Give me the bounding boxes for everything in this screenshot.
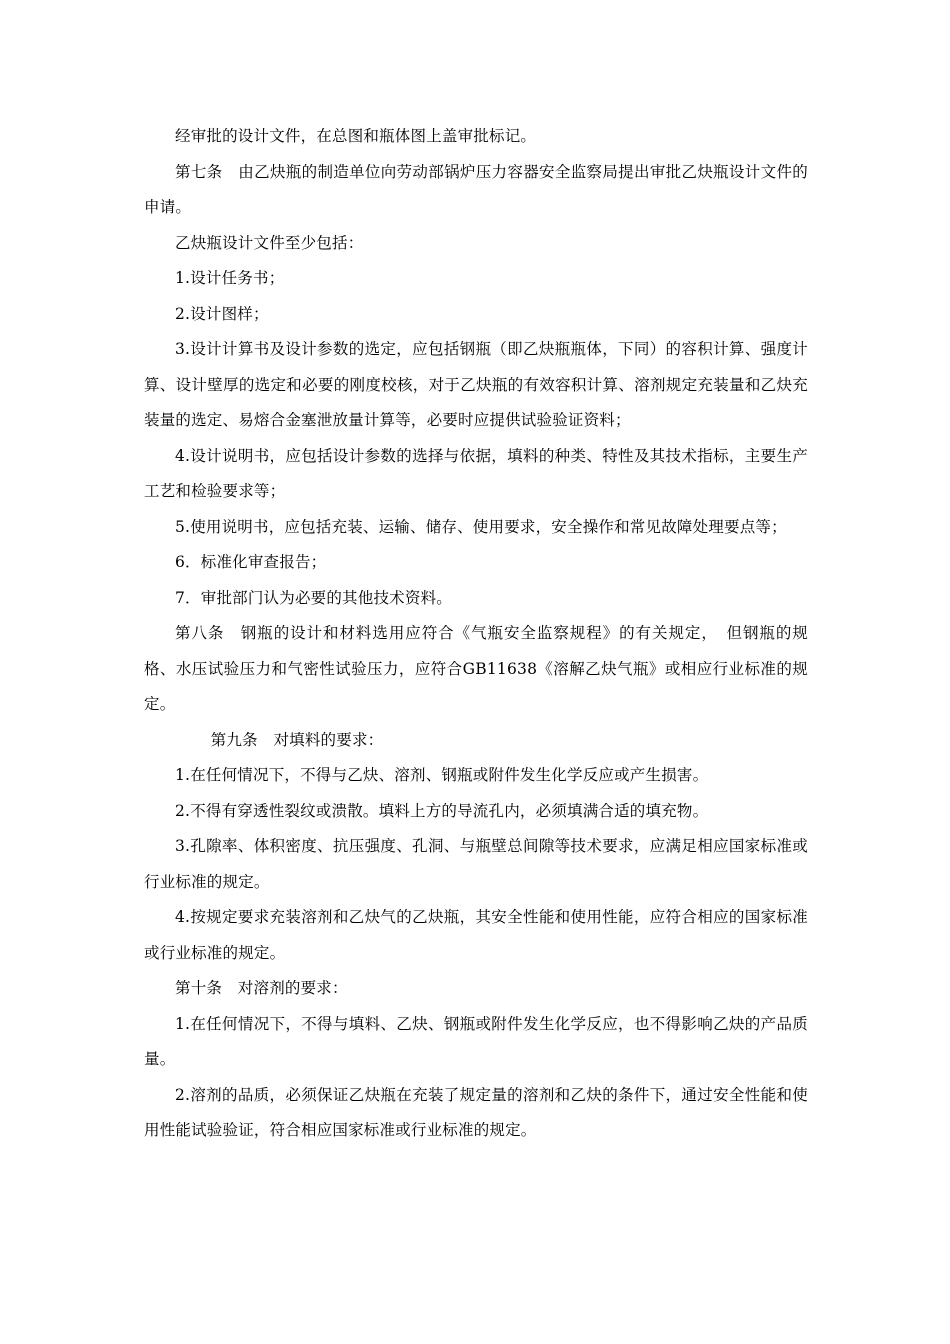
list-item-7: 7．审批部门认为必要的其他技术资料。 [175,588,452,607]
list-item-5: 5.使用说明书，应包括充装、运输、储存、使用要求，安全操作和常见故障处理要点等； [175,517,787,536]
paragraph-approval-mark: 经审批的设计文件，在总图和瓶体图上盖审批标记。 [175,127,537,145]
paragraph-article-8: 第八条 钢瓶的设计和材料选用应符合《气瓶安全监察规程》的有关规定， 但钢瓶的规格、水压试验压力和气密性试验压力，应符合GB11638《溶解乙炔气瓶》或相应行业标准的规定。 [144,624,808,713]
solvent-item-1: 1.在任何情况下，不得与填料、乙炔、钢瓶或附件发生化学反应，也不得影响乙炔的产品质量。 [144,1014,808,1068]
paragraph-article-10: 第十条 对溶剂的要求： [175,979,348,997]
solvent-item-2: 2.溶剂的品质，必须保证乙炔瓶在充装了规定量的溶剂和乙炔的条件下，通过安全性能和使用性能试验验证，符合相应国家标准或行业标准的规定。 [144,1085,808,1139]
list-item-3: 3.设计计算书及设计参数的选定，应包括钢瓶（即乙炔瓶瓶体，下同）的容积计算、强度计算、设计壁厚的选定和必要的刚度校核，对于乙炔瓶的有效容积计算、溶剂规定充装量和乙炔充装量的选定、易熔合金塞泄放量计算等，必要时应提供试验验证资料； [144,340,808,429]
list-item-1: 1.设计任务书； [175,269,285,287]
paragraph-article-7: 第七条 由乙炔瓶的制造单位向劳动部锅炉压力容器安全监察局提出审批乙炔瓶设计文件的申请。 [144,162,808,216]
paragraph-article-9: 第九条 对填料的要求： [210,730,384,749]
filler-item-2: 2.不得有穿透性裂纹或溃散。填料上方的导流孔内，必须填满合适的填充物。 [175,801,709,820]
list-item-2: 2.设计图样； [175,304,269,323]
filler-item-4: 4.按规定要求充装溶剂和乙炔气的乙炔瓶，其安全性能和使用性能，应符合相应的国家标准或行业标准的规定。 [144,908,808,962]
filler-item-1: 1.在任何情况下，不得与乙炔、溶剂、钢瓶或附件发生化学反应或产生损害。 [175,766,709,784]
filler-item-3: 3.孔隙率、体积密度、抗压强度、孔洞、与瓶壁总间隙等技术要求，应满足相应国家标准或行业标准的规定。 [144,837,808,891]
list-item-6: 6．标准化审查报告； [175,553,327,571]
document-page [144,119,808,1149]
list-item-4: 4.设计说明书，应包括设计参数的选择与依据，填料的种类、特性及其技术指标，主要生产工艺和检验要求等； [144,446,808,500]
paragraph-design-docs-intro: 乙炔瓶设计文件至少包括： [175,233,364,252]
